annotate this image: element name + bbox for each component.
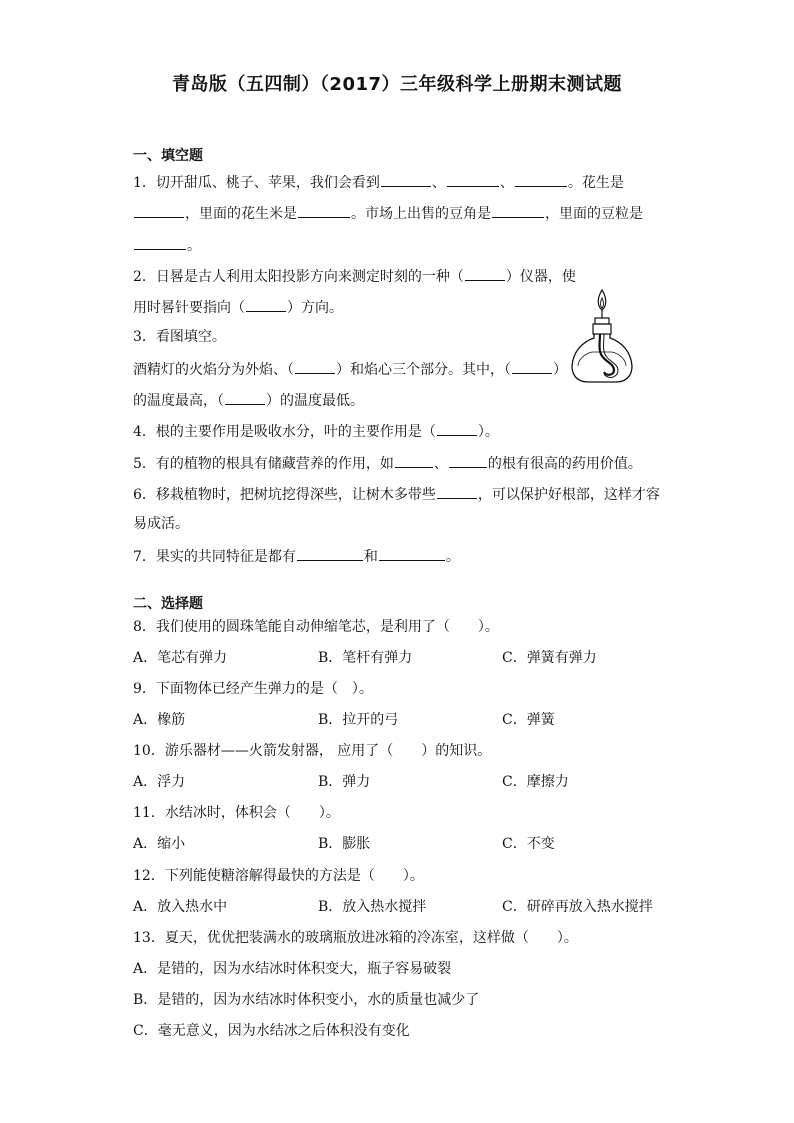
question-6-line-2: 易成活。 — [133, 516, 189, 532]
q6-text: 6．移栽植物时，把树坑挖得深些，让树木多带些 — [133, 487, 436, 503]
q3-text: ）的温度最低。 — [266, 393, 364, 409]
q1-text: ，里面的豆粒是 — [545, 206, 643, 222]
answer-blank[interactable] — [298, 202, 350, 218]
answer-blank[interactable] — [134, 202, 184, 218]
question-2-line-1 — [133, 265, 576, 287]
q7-text: 。 — [445, 549, 460, 565]
question-10: 10．游乐器材——火箭发射器， 应用了（ ）的知识。 — [133, 743, 492, 759]
question-8: 8．我们使用的圆珠笔能自动伸缩笔芯，是利用了（ ）。 — [133, 619, 499, 635]
option-a[interactable]: A．是错的，因为水结冰时体积变大，瓶子容易破裂 — [133, 961, 452, 977]
answer-blank[interactable] — [437, 420, 477, 436]
q2-text: 2．日晷是古人利用太阳投影方向来测定时刻的一种（ — [133, 269, 464, 285]
answer-blank[interactable] — [379, 545, 445, 561]
option-c[interactable]: C．毫无意义，因为水结冰之后体积没有变化 — [133, 1023, 410, 1039]
question-3-line-2 — [133, 358, 567, 380]
q2-text: 用时晷针要指向（ — [133, 300, 245, 316]
option-a[interactable]: A．橡筋 — [133, 712, 186, 728]
q5-text: 5．有的植物的根具有储藏营养的作用，如 — [133, 456, 394, 472]
option-b[interactable]: B．笔杆有弹力 — [318, 650, 413, 666]
option-c[interactable]: C．弹簧有弹力 — [502, 650, 597, 666]
section-choice-heading: 二、选择题 — [133, 596, 203, 612]
option-a[interactable]: A．放入热水中 — [133, 899, 228, 915]
question-7 — [133, 545, 460, 567]
q2-text: ）方向。 — [287, 300, 343, 316]
answer-blank[interactable] — [225, 389, 265, 405]
q1-text: 。 — [187, 238, 201, 254]
q2-text: ）仪器，使 — [505, 269, 576, 285]
question-4 — [133, 420, 499, 442]
question-9: 9．下面物体已经产生弹力的是（ ）。 — [133, 681, 373, 697]
option-c[interactable]: C．弹簧 — [502, 712, 555, 728]
question-13: 13．夏天，优优把装满水的玻璃瓶放进冰箱的冷冻室，这样做（ ）。 — [133, 930, 578, 946]
q7-text: 和 — [363, 549, 378, 565]
option-a[interactable]: A．缩小 — [133, 836, 186, 852]
option-a[interactable]: A．浮力 — [133, 774, 186, 790]
question-2-line-2 — [133, 296, 343, 318]
answer-blank[interactable] — [297, 545, 363, 561]
q1-text: ，里面的花生米是 — [185, 206, 297, 222]
q1-text: 1．切开甜瓜、桃子、苹果，我们会看到 — [133, 175, 380, 191]
page-title: 青岛版（五四制）（2017）三年级科学上册期末测试题 — [171, 74, 623, 95]
answer-blank[interactable] — [465, 265, 505, 281]
question-3-line-1: 3．看图填空。 — [133, 329, 226, 345]
q3-text: ） — [553, 362, 567, 378]
q1-text: 。花生是 — [567, 175, 624, 191]
q3-text: ）和焰心三个部分。其中，（ — [336, 362, 511, 378]
option-a[interactable]: A．笔芯有弹力 — [133, 650, 228, 666]
question-1-line-2 — [133, 202, 643, 224]
question-1-line-3 — [133, 234, 201, 256]
option-b[interactable]: B．膨胀 — [318, 836, 371, 852]
question-3-line-3 — [133, 389, 364, 411]
q3-text: 酒精灯的火焰分为外焰、（ — [133, 362, 294, 378]
answer-blank[interactable] — [437, 483, 477, 499]
q1-text: 。市场上出售的豆角是 — [351, 206, 491, 222]
q5-text: 的根有很高的药用价值。 — [487, 456, 642, 472]
option-c[interactable]: C．摩擦力 — [502, 774, 569, 790]
option-b[interactable]: B．拉开的弓 — [318, 712, 399, 728]
q3-text: 的温度最高，（ — [133, 393, 224, 409]
alcohol-lamp-image — [570, 286, 634, 388]
question-1-line-1 — [133, 171, 624, 193]
option-b[interactable]: B．放入热水搅拌 — [318, 899, 427, 915]
answer-blank[interactable] — [395, 452, 433, 468]
answer-blank[interactable] — [381, 171, 431, 187]
q1-sep: 、 — [431, 175, 446, 191]
answer-blank[interactable] — [512, 358, 552, 374]
option-c[interactable]: C．研碎再放入热水搅拌 — [502, 899, 653, 915]
question-12: 12．下列能使糖溶解得最快的方法是（ ）。 — [133, 868, 424, 884]
q5-sep: 、 — [433, 456, 448, 472]
option-b[interactable]: B．弹力 — [318, 774, 371, 790]
answer-blank[interactable] — [246, 296, 286, 312]
answer-blank[interactable] — [447, 171, 499, 187]
answer-blank[interactable] — [134, 234, 186, 250]
q4-text: 4．根的主要作用是吸收水分，叶的主要作用是（ — [133, 424, 436, 440]
answer-blank[interactable] — [449, 452, 487, 468]
option-c[interactable]: C．不变 — [502, 836, 555, 852]
q4-text: ）。 — [477, 424, 499, 440]
answer-blank[interactable] — [492, 202, 544, 218]
question-11: 11．水结冰时，体积会（ ）。 — [133, 805, 340, 821]
q1-sep: 、 — [499, 175, 514, 191]
question-5 — [133, 452, 642, 474]
section-fill-heading: 一、填空题 — [133, 148, 203, 164]
answer-blank[interactable] — [295, 358, 335, 374]
question-6-line-1 — [133, 483, 660, 505]
answer-blank[interactable] — [515, 171, 567, 187]
q7-text: 7．果实的共同特征是都有 — [133, 549, 296, 565]
option-b[interactable]: B．是错的，因为水结冰时体积变小，水的质量也减少了 — [133, 992, 480, 1008]
q6-text: ，可以保护好根部，这样才容 — [477, 487, 660, 503]
